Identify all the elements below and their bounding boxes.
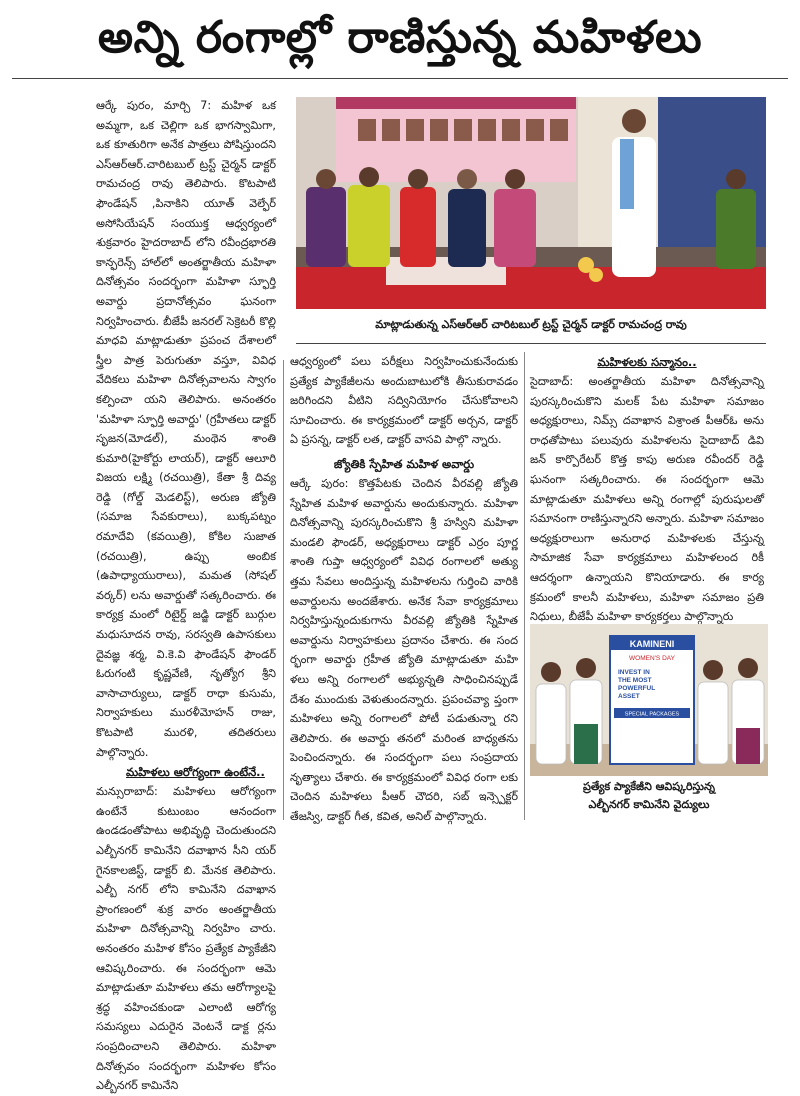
column-divider <box>524 352 525 820</box>
caption-line: ఎల్బీనగర్ కామినేని వైద్యులు <box>588 798 710 811</box>
sign-line: ASSET <box>618 693 640 700</box>
article-body: ఆర్కే పురం: కొత్తపేటకు చెందిన వీరవల్లి జ్యోతి స్నేహిత మహిళ అవార్డును అందుకున్నారు. మహిళా దినోత్సవాన్ని పురస్కరించుకొని శ్రీ హస్విని మహిళా మండలి ఫౌండర్, అధ్యక్షురాలు డాక్టర్ ఎర్రం పూర్ణ శాంతి గుప్తా ఆధ్వర్యంలో వివిధ రంగాలలో అత్యు త్తమ సేవలు అందిస్తున్న మహిళలను గుర్తించి వారికి అవార్డులను అందజేశారు. అనేక సేవా కార్యక్రమాలు నిర్వహిస్తున్నందుకుగాను వీరవల్లి జ్యోతికి స్నేహిత అవార్డును నిర్వాహకులు ప్రదానం చేశారు. ఈ సంద ర్భంగా అవార్డు గ్రహీత జ్యోతి మాట్లాడుతూ మహి ళలు అన్ని రంగాలలో అభ్యున్నతి సాధించినప్పుడే దేశం ముందుకు వెళుతుందన్నారు. ప్రపంచవ్యా ప్తంగా మహిళలు అన్ని రంగాలలో పోటీ పడుతున్నా రని తెలిపారు. ఈ అవార్డు తనలో మరింత బాధ్యతను పెంచిందన్నారు. ఈ సందర్భంగా పలు సంప్రదాయ నృత్యాలు చేశారు. ఈ కార్యక్రమంలో వివిధ రంగా లకు చెందిన మహిళలు పీఆర్ చౌదరి, సబ్ ఇన్స్పెక్టర్ తేజస్వి, డాక్టర్ గీత, కవిత, అనిల్ పాల్గొన్నారు. <box>290 476 518 824</box>
article-column-3 <box>530 352 764 624</box>
sign-brand: KAMINENI <box>629 639 675 649</box>
sign-line: POWERFUL <box>618 685 656 692</box>
sign-tag: WOMEN'S DAY <box>629 655 675 662</box>
article-body: ఆధ్వర్యంలో పలు పరీక్షలు నిర్వహించుకునేందుకు ప్రత్యేక ప్యాకేజీలను అందుబాటులోకి తీసుకురావడం జరిగిందని వీటిని సద్వినియోగం చేసుకోవాలని సూచించారు. ఈ కార్యక్రమంలో డాక్టర్ అర్చన, డాక్టర్ ఏ ప్రసన్న, డాక్టర్ లత, డాక్టర్ వాసవి పాల్గొ న్నారు. <box>290 355 518 447</box>
event-photo-caption: మాట్లాడుతున్న ఎస్ఆర్ఆర్ చారిటబుల్ ట్రస్ట్ చైర్మన్ డాక్టర్ రామచంద్ర రావు <box>375 318 687 331</box>
article-body: మన్సురాబాద్: మహిళలు ఆరోగ్యంగా ఉంటేనే కుటుంబం ఆనందంగా ఉండడంతోపాటు అభివృద్ధి చెందుతుందని ఎల్బీనగర్ కామినేని దవాఖాన సీని యర్ గైనకాలజిస్ట్, డాక్టర్ బి. మేనక తెలిపారు. ఎల్బీ నగర్ లోని కామినేని దవాఖాన ప్రాంగణంలో శుక్ర వారం అంతర్జాతీయ మహిళా దినోత్సవాన్ని నిర్వహిం చారు. అనంతరం మహిళ కోసం ప్రత్యేక ప్యాకేజీని ఆవిష్కరించారు. ఈ సందర్భంగా ఆమె మాట్లాడుతూ మహిళలు తమ ఆరోగ్యాలపై శ్రద్ధ వహించకుండా ఎలాంటి ఆరోగ్య సమస్యలు ఎదురైన వెంటనే డాక్ట ర్లను సంప్రదించాలని తెలిపారు. మహిళా దినోత్సవం సందర్భంగా మహిళల కోసం ఎల్బీనగర్ కామినేని <box>96 785 276 1093</box>
article-body: సైదాబాద్: అంతర్జాతీయ మహిళా దినోత్సవాన్ని పురస్కరించుకొని మలక్ పేట మహిళా సమాజం అధ్యక్షురాలు, నిమ్స్ దవాఖాన విశ్రాంత పీఆర్ఓ అను రాధతోపాటు పలువురు మహిళలను సైదాబాద్ డివి జన్ కార్పొరేటర్ కొత్త కాపు అరుణ రవీందర్ రెడ్డి ఘనంగా సత్కరించారు. ఈ సందర్భంగా ఆమె మాట్లాడుతూ మహిళలు అన్ని రంగాల్లో పురుషులతో సమానంగా రాణిస్తున్నారని అన్నారు. మహిళా సమాజం అధ్యక్షురాలుగా అనురాధ మహిళలకు చేస్తున్న సామాజిక సేవా కార్యక్రమాలు మహిళలంద రికీ ఆదర్శంగా ఉన్నాయని కొనియాడారు. ఈ కార్య క్రమంలో కాలనీ మహిళలు, మహిళా సమాజం ప్రతి నిధులు, బీజేపీ మహిళా కార్యకర్తలు పాల్గొన్నారు <box>530 375 764 624</box>
subheading: జ్యోతికి స్పేహిత మహిళ అవార్డు <box>333 456 475 471</box>
event-photo <box>296 97 766 309</box>
hospital-photo <box>530 624 768 776</box>
hospital-photo-caption <box>530 778 768 814</box>
caption-line: ప్రత్యేక ప్యాకేజీని ఆవిష్కరిస్తున్న <box>583 780 715 793</box>
sign-line: INVEST IN <box>618 669 650 676</box>
article-column-1 <box>96 96 276 1093</box>
article-column-2 <box>290 352 518 824</box>
column-divider <box>283 360 284 820</box>
headline: అన్ని రంగాల్లో రాణిస్తున్న మహిళలు <box>97 12 703 63</box>
subheading: మహిళలు ఆరోగ్యంగా ఉంటేనే.. <box>126 765 265 780</box>
sign-line: THE MOST <box>618 677 652 684</box>
headline-rule <box>12 78 788 79</box>
sign-packages: SPECIAL PACKAGES <box>624 711 680 718</box>
subheading: మహిళలకు సన్మానం.. <box>597 355 697 369</box>
photo-rule <box>296 343 766 344</box>
article-body: ఆర్కే పురం, మార్చి 7: మహిళ ఒక అమ్మగా, ఒక చెల్లిగా ఒక భాగస్వామిగా, ఒక కూతురిగా అనేక పాత్రలు పోషిస్తుందని ఎస్ఆర్ఆర్.చారిటబుల్ ట్రస్ట్ చైర్మన్ డాక్టర్ రామచంద్ర రావు తెలిపారు. కొటపాటి ఫౌండేషన్ ,పినాకిని యూత్ వెల్ఫేర్ అసోసియేషన్ సంయుక్త ఆధ్వర్యంలో శుక్రవారం హైదరాబాద్ లోని రవీంద్రభారతి కాన్ఫరెన్స్ హాల్‌లో అంతర్జాతీయ మహిళా దినోత్సవం సందర్భంగా మహిళా స్ఫూర్తి అవార్డు ప్రదానోత్సవం ఘనంగా నిర్వహించారు. బీజేపీ జనరల్ సెక్రెటరీ కొల్లి మాధవి మాట్లాడుతూ ప్రపంచ దేశాలలో స్త్రీల పాత్ర పెరుగుతూ వస్తూ, వివిధ వేదికలు మహిళా దినోత్సవాలను స్వాగం కల్పించా యని తెలిపారు. అనంతరం 'మహిళా స్ఫూర్తి అవార్డు' (గ్రహీతలు డాక్టర్ సృజన(మోడల్), మంథెన శాంతి కుమారి(హైకోర్టు లాయర్), డాక్టర్ ఆలూరి విజయ లక్ష్మి (రచయిత్రి), కేతా శ్రీ దివ్య రెడ్డి (గోల్డ్ మెడలిస్ట్), అరుణ జ్యోతి (సమాజ సేవకురాలు), బుక్కపట్నం రమాదేవి (కవయిత్రి), కోకిల సుజాత (రచయిత్రి), ఉప్పు అంబిక (ఉపాధ్యాయురాలు), మమత (సోషల్ వర్కర్) లను అవార్డుతో సత్కరించారు. ఈ కార్యక్ర మంలో రిటైర్డ్ జడ్జి డాక్టర్ బుర్గుల మధుసూదన రావు, సరస్వతి ఉపాసకులు దైవజ్ఞ శర్మ, వి.కె.వి ఫౌండేషన్ ఫౌండర్ ఓరుగంటి కృష్ణవేణి, నృత్యోగ శ్రీని వాసాచార్యులు, డాక్టర్ రాధా కుసుమ, నిర్వాహకులు మురళీమోహన్ రాజు, కొటపాటి మురళి, తదితరులు పాల్గొన్నారు. <box>96 99 276 759</box>
